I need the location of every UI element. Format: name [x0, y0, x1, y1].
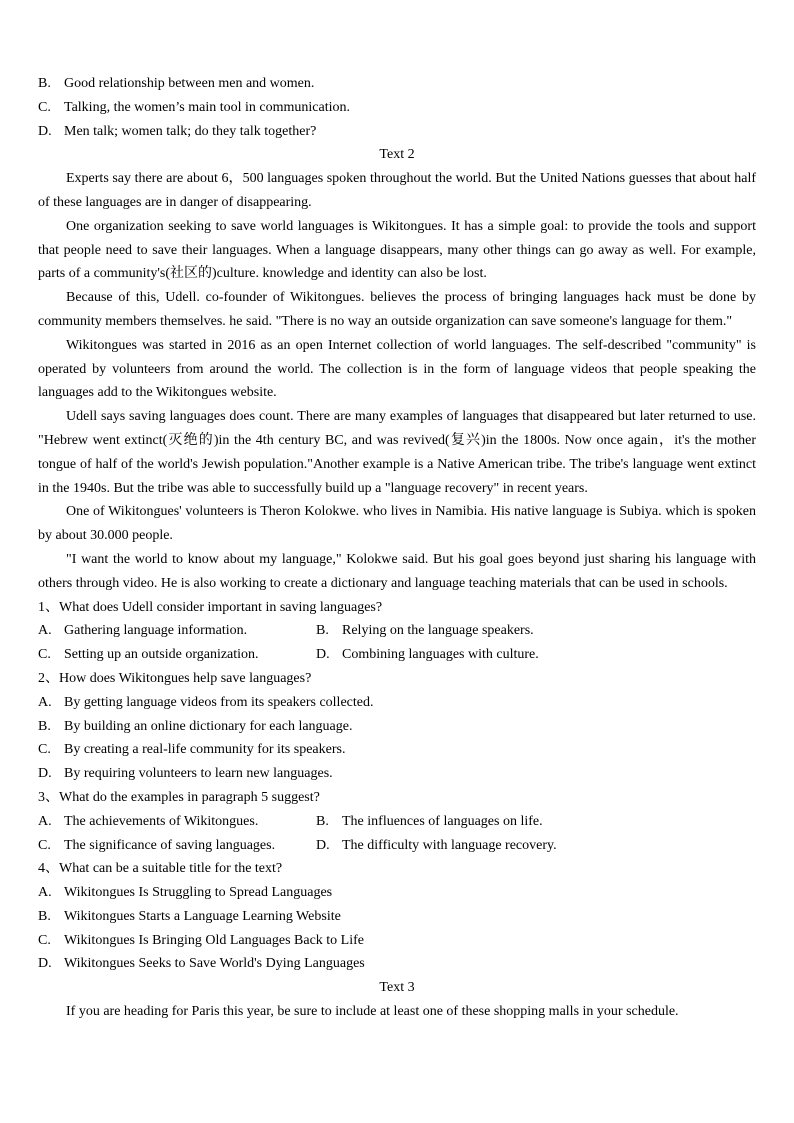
- option-label: A.: [38, 623, 52, 639]
- option-text: Talking, the women’s main tool in communication.: [64, 99, 350, 115]
- paragraph: Because of this, Udell. co-founder of Wikitongues. believes the process of bringing languages hack must be done by community members themselves. he said. "There is no way an outside organization can save someone's language for them.": [38, 290, 756, 329]
- option-label: C.: [38, 742, 51, 758]
- option-b: [316, 619, 534, 643]
- option-b: [38, 905, 756, 929]
- option-text: By getting language videos from its speakers collected.: [64, 694, 374, 710]
- option-label: C.: [38, 99, 51, 115]
- paragraph: "I want the world to know about my language," Kolokwe said. But his goal goes beyond just sharing his language with others through video. He is also working to create a dictionary and language teaching materials that can be used in schools.: [38, 551, 756, 591]
- option-label: D.: [316, 647, 330, 663]
- option-text: Wikitongues Starts a Language Learning Website: [64, 908, 341, 924]
- option-c: [38, 643, 316, 667]
- option-d: [38, 952, 756, 976]
- paragraph: If you are heading for Paris this year, be sure to include at least one of these shopping malls in your schedule.: [66, 1004, 679, 1020]
- option-text: By requiring volunteers to learn new languages.: [64, 766, 333, 782]
- option-text: Wikitongues Seeks to Save World's Dying Languages: [64, 956, 365, 972]
- option-label: B.: [38, 76, 51, 91]
- option-label: C.: [38, 647, 51, 663]
- question-3: 3、What do the examples in paragraph 5 suggest?: [38, 789, 320, 805]
- options-row: [38, 810, 756, 834]
- paragraph: Experts say there are about 6，500 languages spoken throughout the world. But the United Nations guesses that about half of these languages are in danger of disappearing.: [38, 171, 756, 210]
- option-b: [38, 715, 756, 739]
- option-label: B.: [38, 718, 51, 734]
- option-d: [38, 762, 756, 786]
- option-label: D.: [38, 956, 52, 972]
- paragraph: Wikitongues was started in 2016 as an open Internet collection of world languages. The self-described "community" is operated by volunteers from around the world. The collection is in the form of language videos that people speaking the languages add to the Wikitongues website.: [38, 337, 756, 401]
- paragraph: One organization seeking to save world languages is Wikitongues. It has a simple goal: to provide the tools and support that people need to save their languages. When a language disappears, many other things can go away as well. For example, parts of a community's(社区的)culture. knowledge and identity can also be lost.: [38, 218, 756, 282]
- option-label: D.: [38, 123, 52, 139]
- paragraph: Udell says saving languages does count. There are many examples of languages that disappeared but later returned to use. "Hebrew went extinct(灭绝的)in the 4th century BC, and was revived(复兴)in the 1800s. Now once again，it's the mother tongue of half of the world's Jewish population."Another example is a Native American tribe. The tribe's language went extinct in the 1940s. But the tribe was able to successfully build up a "language recovery" in recent years.: [38, 409, 756, 496]
- option-label: B.: [316, 813, 329, 829]
- text2-heading: Text 2: [379, 147, 415, 163]
- question-1: 1、What does Udell consider important in saving languages?: [38, 599, 383, 615]
- option-text: The influences of languages on life.: [342, 813, 543, 829]
- option-d: [316, 834, 557, 858]
- option-text: Wikitongues Is Struggling to Spread Languages: [64, 885, 333, 901]
- option-label: B.: [316, 623, 329, 639]
- option-label: A.: [38, 885, 52, 901]
- option-text: Men talk; women talk; do they talk together?: [64, 123, 317, 139]
- question-4: 4、What can be a suitable title for the text?: [38, 861, 283, 877]
- option-label: D.: [38, 766, 52, 782]
- option-c: [38, 834, 316, 858]
- option-label: C.: [38, 932, 51, 948]
- option-text: Combining languages with culture.: [342, 647, 539, 663]
- option-a: [38, 881, 756, 905]
- prev-option-b: [38, 72, 756, 96]
- prev-option-c: [38, 96, 756, 120]
- option-text: By building an online dictionary for each language.: [64, 718, 353, 734]
- option-text: Gathering language information.: [64, 623, 248, 639]
- option-text: By creating a real-life community for its speakers.: [64, 742, 346, 758]
- options-row: [38, 643, 756, 667]
- option-text: The achievements of Wikitongues.: [64, 813, 259, 829]
- option-label: A.: [38, 813, 52, 829]
- option-d: [316, 643, 539, 667]
- text3-heading: Text 3: [379, 980, 415, 996]
- option-text: The difficulty with language recovery.: [342, 837, 557, 853]
- options-row: [38, 619, 756, 643]
- option-text: The significance of saving languages.: [64, 837, 276, 853]
- paragraph: One of Wikitongues' volunteers is Theron Kolokwe. who lives in Namibia. His native language is Subiya. which is spoken by about 30.000 people.: [38, 504, 756, 544]
- option-label: D.: [316, 837, 330, 853]
- option-label: C.: [38, 837, 51, 853]
- option-a: [38, 619, 316, 643]
- option-text: Good relationship between men and women.: [64, 76, 315, 91]
- option-label: B.: [38, 908, 51, 924]
- prev-option-d: [38, 120, 756, 144]
- options-row: [38, 834, 756, 858]
- option-c: [38, 738, 756, 762]
- option-c: [38, 929, 756, 953]
- option-a: [38, 810, 316, 834]
- option-text: Setting up an outside organization.: [64, 647, 259, 663]
- option-a: [38, 691, 756, 715]
- option-text: Wikitongues Is Bringing Old Languages Back to Life: [64, 932, 364, 948]
- question-2: 2、How does Wikitongues help save languages?: [38, 670, 312, 686]
- option-b: [316, 810, 543, 834]
- option-label: A.: [38, 694, 52, 710]
- option-text: Relying on the language speakers.: [342, 623, 534, 639]
